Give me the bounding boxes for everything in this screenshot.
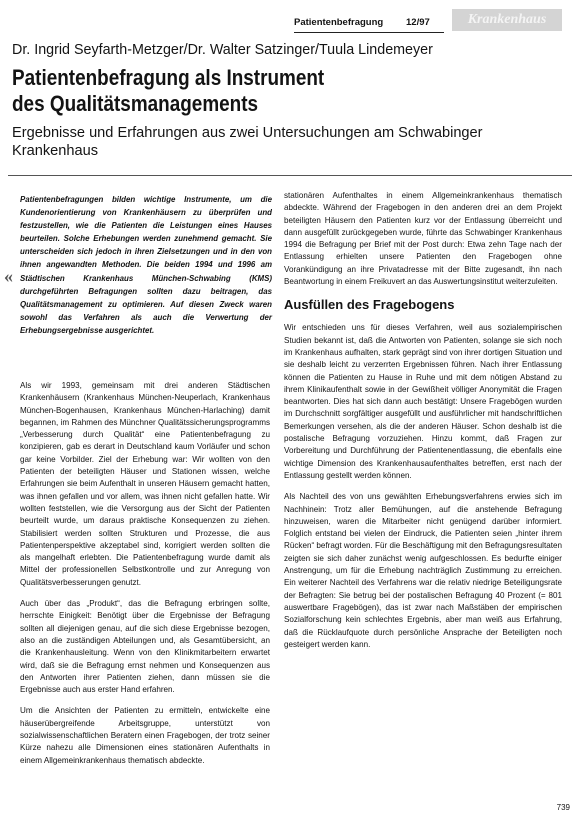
lead-paragraph: Patientenbefragungen bilden wichtige Instrumente, um die Kundenorientierung von Krankenhäusern zu überprüfen und festzustellen, wie die Patienten die Leistungen eines Hauses beurteilen. Solche Erhebungen werden zunehmend gemacht. Sie unterscheiden sich jedoch in ihren Zielsetzungen und in den von ihnen angewandten Methoden. Die beiden 1994 und 1996 am Städtischen Krankenhaus München-Schwabing (KMS) durchgeführten Befragungen sollten dazu beitragen, das Qualitätsmanagement zu optimieren. Auf diesen Zweck waren sowohl das Verfahren als auch die Verwertung der Erhebungsergebnisse ausgerichtet. xyxy=(20,195,272,335)
article-title xyxy=(12,65,571,117)
issue-number: 12/97 xyxy=(406,17,430,28)
body-paragraph: Als Nachteil des von uns gewählten Erhebungsverfahrens erwies sich im Nachhinein: Trotz aller Bemühungen, auf die anstehende Befragung hinzuweisen, waren die Mitarbeiter nicht genügend darüber informiert. Folglich entstand bei vielen der Eindruck, die Patienten seien „hinter ihrem Rücken“ befragt worden. Für die Beschäftigung mit den Befragungsresultaten zeigten sie sich daher zunächst wenig aufgeschlossen. Es bedurfte einiger Anstrengung, um für die Erhebung nachträglich Zustimmung zu erreichen. Ein weiterer Nachteil des Verfahrens war die relativ niedrige Beteiligungsrate der Befragten: Sie betrug bei der postalischen Befragung 40 Prozent (= 801 auswertbare Fragebögen), das ist zwar nach Maßstäben der empirischen Sozialforschung kein schlechtes Ergebnis, aber man weiß aus Erfahrung, daß die Rücklaufquote durch persönliche Ansprache der Beteiligten noch gesteigert werden kann. xyxy=(284,492,562,649)
running-header xyxy=(294,8,566,32)
article-subtitle: Ergebnisse und Erfahrungen aus zwei Untersuchungen am Schwabinger Krankenhaus xyxy=(12,125,483,159)
body-paragraph: Wir entschieden uns für dieses Verfahren, weil aus sozialempirischen Studien bekannt ist, daß die Antworten von Patienten, solange sie sich noch im Krankenhaus aufhalten, stark geprägt sind von ihrer dortigen Situation und sie deshalb leicht zu verzerrten Ergebnissen führen. Nach ihrer Entlassung können die Patienten zu Hause in Ruhe und mit dem nötigen Abstand zu ihrem Klinikaufenthalt sowie in der Gewißheit völliger Anonymität die Fragen beantworten. Dies hat sich dann auch bestätigt: Unsere Fragebögen wurden im Durchschnitt sorgfältiger ausgefüllt und ausführlicher mit handschriftlichen Bemerkungen versehen, als die der anderen Häuser. Schon deshalb ist die postalische Befragung vorzuziehen. Hinzu kommt, daß Fragen zur Vorbereitung und Durchführung der Patientenentlassung, die ebenfalls eine wichtige Dimension des Krankenhausaufenthaltes betreffen, erst nach der Entlassung gestellt werden können. xyxy=(284,323,562,480)
quote-mark: « xyxy=(4,266,13,286)
title-line-2: des Qualitätsmanagements xyxy=(12,91,259,116)
header-rule xyxy=(294,32,444,33)
page-number: 739 xyxy=(556,803,570,812)
body-paragraph: Als wir 1993, gemeinsam mit drei anderen Städtischen Krankenhäusern (Krankenhaus München-Neuperlach, Krankenhaus München-Bogenhausen, Krankenhaus München-Harlaching) damit begannen, im Rahmen des Münchner Qualitätssicherungsprogramms „Verbesserung durch Qualität“ eine Patientenbefragung zu konzipieren, gab es derart in Deutschland kaum Vorläufer und schon gar keine Vorbilder. Ziel der Erhebung war: Wir wollten von den Patienten der beteiligten Häuser und Stationen wissen, welche Erfahrungen sie beim Aufenthalt in unseren Häusern gemacht hatten, was ihnen gefallen und vor allem, was ihnen nicht gefallen hatte. Wir wollten feststellen, wie die Versorgung aus der Sicht der Patienten beurteilt wurde, um daraus praktische Konsequenzen zu ziehen. Stabilisiert werden sollten Strukturen und Prozesse, die aus Patientenperspektive akzeptabel sind, korrigiert werden sollten die als mangelhaft erlebten. Die Patientenbefragung wurde damit als Mittel der professionellen Selbstkontrolle und zur Anregung von Qualitätsverbesserungen genutzt. xyxy=(20,381,270,587)
column-right xyxy=(284,190,562,651)
title-line-1: Patientenbefragung als Instrument xyxy=(12,65,325,90)
body-paragraph: stationären Aufenthaltes in einem Allgemeinkrankenhaus thematisch abdeckte. Während der Fragebogen in den anderen drei an dem Projekt beteiligten Häusern den Patienten kurz vor der Entlassung überreicht und dann ausgefüllt zurückgegeben wurde, führte das Schwabinger Krankenhaus 1994 die Befragung per Brief mit der Post durch: Etwa zehn Tage nach der Entlassung erhielten unsere Patienten den Fragebogen ohne Vorankündigung an ihre Privatadresse mit der Bitte zugesandt, ihn nach Beantwortung in einem Freikuvert an das Auswertungsinstitut weiterzuleiten. xyxy=(284,191,562,287)
journal-logo: Krankenhaus xyxy=(452,9,562,31)
section-name: Patientenbefragung xyxy=(294,17,384,28)
body-paragraph: Auch über das „Produkt“, das die Befragung erbringen sollte, herrschte Einigkeit: Benötigt über die Ergebnisse der Befragung sollten all diejenigen genau, auf die sich diese Ergebnisse bezogen, also an die zuständigen Abteilungen und, als Gesamtübersicht, an die Krankenhausleitung. Wenn von den Klinikmitarbeitern erwartet wird, daß sie die Befragung ernst nehmen und Konsequenzen aus den Antworten ihrer Patienten ziehen, dann müssen sie die Ergebnisse auch aus erster Hand erfahren. xyxy=(20,599,270,695)
body-paragraph: Um die Ansichten der Patienten zu ermitteln, entwickelte eine häuserübergreifende Arbeitsgruppe, unterstützt von sozialwissenschaftlichen Beratern einen Fragebogen, der trotz seiner Kürze nahezu alle Dimensionen eines stationären Aufenthalts in einem Allgemeinkrankenhaus thematisch abdeckte. xyxy=(20,706,270,765)
column-left xyxy=(20,380,270,767)
title-divider xyxy=(8,175,572,176)
authors: Dr. Ingrid Seyfarth-Metzger/Dr. Walter Satzinger/Tuula Lindemeyer xyxy=(12,42,433,58)
section-heading: Ausfüllen des Fragebogens xyxy=(284,297,455,312)
